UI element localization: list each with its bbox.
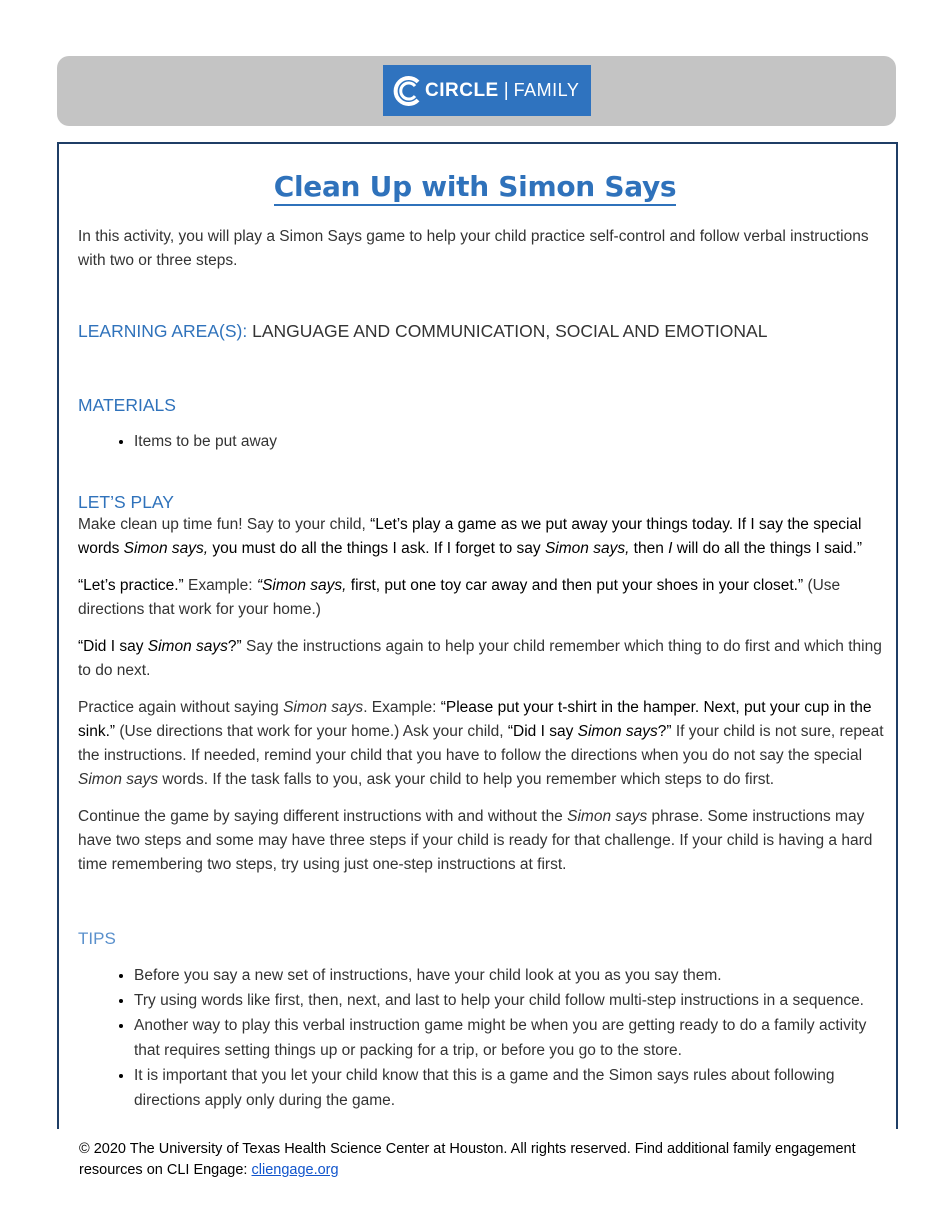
cliengage-link[interactable]: cliengage.org (251, 1162, 339, 1178)
lets-play-heading: LET’S PLAY (78, 492, 174, 512)
intro-section (78, 225, 888, 273)
circle-family-logo (383, 65, 591, 116)
circle-logo-icon (391, 74, 425, 108)
materials-item: • Items to be put away (134, 429, 888, 454)
tip-item: • Before you say a new set of instructions, have your child look at you as you say them. (134, 963, 888, 988)
materials-heading: MATERIALS (78, 395, 176, 415)
learning-area-label: LEARNING AREA(S): (78, 321, 248, 341)
logo-sub: FAMILY (513, 80, 580, 100)
lets-play-paragraph-5: Continue the game by saying different instructions with and without the Simon says phrase. Some instructions may have two steps and some may have three steps if your child is ready for that challenge. If your child is having a hard time remembering two steps, try using just one-step instructions at first. (78, 808, 873, 873)
lets-play-paragraph-1: Make clean up time fun! Say to your child, “Let’s play a game as we put away your things today. If I say the special words Simon says, you must do all the things I ask. If I forget to say Simon says, then I will do all the things I said.” (78, 516, 863, 557)
tip-item: • Another way to play this verbal instruction game might be when you are getting ready to do a family activity that requires setting things up or packing for a trip, or before you go to the store. (134, 1013, 888, 1063)
materials-list (78, 429, 888, 454)
footer (79, 1139, 879, 1181)
materials-section (78, 395, 888, 454)
tip-item: • Try using words like first, then, next, and last to help your child follow multi-step instructions in a sequence. (134, 988, 888, 1013)
intro-text: In this activity, you will play a Simon Says game to help your child practice self-control and follow verbal instructions with two or three steps. (78, 228, 869, 269)
tips-section (78, 929, 888, 1113)
learning-area (78, 321, 888, 342)
tip-item: • It is important that you let your child know that this is a game and the Simon says rules about following directions apply only during the game. (134, 1063, 888, 1113)
tips-heading: TIPS (78, 929, 116, 948)
copyright-text: © 2020 The University of Texas Health Science Center at Houston. All rights reserved. Find additional family engagement resources on CLI Engage: (79, 1141, 856, 1178)
lets-play-paragraph-3: “Did I say Simon says?” Say the instructions again to help your child remember which thing to do first and which thing to do next. (78, 638, 882, 679)
tips-list (78, 963, 888, 1113)
lets-play-paragraph-2: “Let’s practice.” Example: “Simon says, first, put one toy car away and then put your shoes in your closet.” (Use directions that work for your home.) (78, 577, 841, 618)
learning-area-value: LANGUAGE AND COMMUNICATION, SOCIAL AND EMOTIONAL (252, 321, 768, 341)
lets-play-section (78, 492, 888, 877)
lets-play-paragraph-4: Practice again without saying Simon says. Example: “Please put your t-shirt in the hamper. Next, put your cup in the sink.” (Use directions that work for your home.) Ask your child, “Did I say Simon says?” If your child is not sure, repeat the instructions. If needed, remind your child that you have to follow the directions when you do not say the special Simon says words. If the task falls to you, ask your child to help you remember which steps to do first. (78, 699, 884, 788)
page-title: Clean Up with Simon Says (0, 170, 950, 203)
logo-brand: CIRCLE (425, 79, 499, 101)
logo-separator: | (503, 79, 509, 101)
